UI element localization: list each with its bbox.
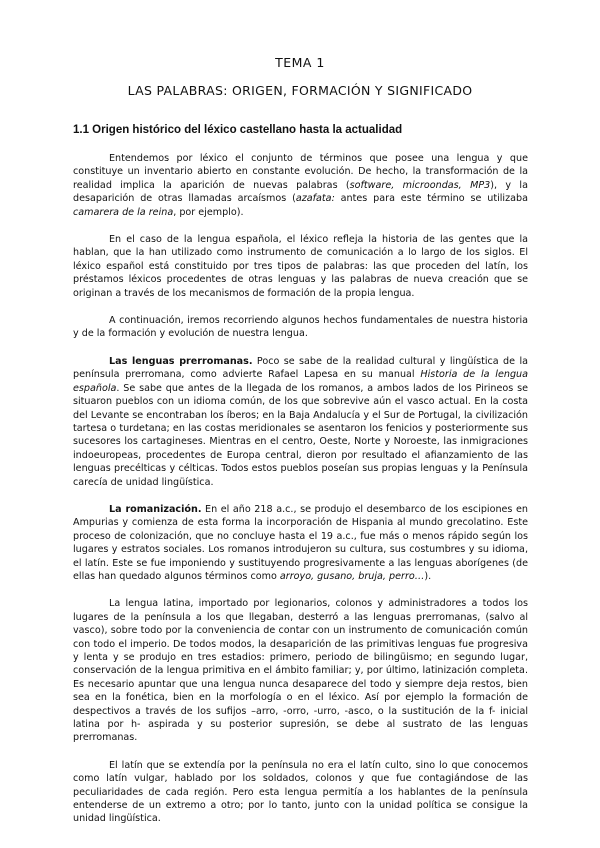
italic-term: azafata: xyxy=(295,193,335,205)
paragraph-lengua-espanola: En el caso de la lengua española, el léxico refleja la historia de las gentes que la hablan, que la han utilizado como instrumento de comunicación a lo largo de los siglos. El léxico español está constituido por tres tipos de palabras: las que proceden del latín, los préstamos léxicos procedentes de otras lenguas y las palabras de nueva creación que se originan a través de los mecanismos de formación de la propia lengua. xyxy=(73,234,528,299)
document-body xyxy=(73,152,528,840)
tema-heading: TEMA 1 xyxy=(275,55,325,70)
text-run: En el año 218 a.c., se produjo el desembarco de los escipiones en Ampurias y comienza de esta forma la incorporación de Hispania al mundo grecolatino. Este proceso de colonización, que no concluye hasta el 19 a.c., fue más o menos rápido según los lugares y estratos sociales. Los romanos introdujeron su cultura, sus costumbres y su idioma, el latín. Este se fue imponiendo y sustituyendo progresivamente a las lenguas aborígenes (de ellas han quedado algunos términos como xyxy=(73,503,528,582)
paragraph-lexico-definition xyxy=(73,152,528,219)
text-run: . Se sabe que antes de la llegada de los romanos, a ambos lados de los Pirineos se situaron pueblos con un idioma común, de los que sobrevive aún el vasco actual. En la costa del Levante se encontraban los íberos; en la Baja Andalucía y el Sur de Portugal, la civilización tartesa o turdetana; en las costas meridionales se asentaron los fenicios y posteriormente sus sucesores los cartagineses. Mientras en el centro, Oeste, Norte y Noroeste, las inmigraciones indoeuropeas, procedentes de Europa central, dieron por resultado el afianzamiento de las lenguas precélticas y célticas. Todos estos pueblos poseían sus propias lenguas y la Península carecía de unidad lingüística. xyxy=(73,382,528,488)
paragraph-lenguas-prerromanas xyxy=(73,355,528,489)
paragraph-romanizacion xyxy=(73,503,528,583)
text-run: Poco se sabe de la realidad cultural y lingüística de la península prerromana, como advierte Rafael Lapesa en su manual xyxy=(73,355,528,381)
text-run: , por ejemplo). xyxy=(173,206,244,218)
italic-book-title: Historia de la lengua española xyxy=(73,369,528,394)
text-run: Entendemos por léxico el conjunto de términos que posee una lengua y que constituye un inventario abierto en constante evolución. De hecho, la transformación de la realidad implica la aparición de nuevas palabras ( xyxy=(73,153,528,191)
paragraph-latin-vulgar: El latín que se extendía por la península no era el latín culto, sino lo que conocemos como latín vulgar, hablado por los soldados, colonos y que fue contagiándose de las peculiaridades de cada región. Pero esta lengua permitía a los hablantes de la península entenderse de un extremo a otro; por lo tanto, junto con la unidad política se consigue la unidad lingüística. xyxy=(73,759,528,825)
italic-examples: software, microondas, MP3 xyxy=(349,179,491,191)
paragraph-lengua-latina: La lengua latina, importado por legionarios, colonos y administradores a todos los lugares de la península a los que llegaban, desterró a las lenguas prerromanas, (salvo al vasco), sobre todo por la conveniencia de contar con un instrumento de comunicación común con todo el imperio. De todos modos, la desaparición de las primitivas lenguas fue progresiva y lenta y se produjo en tres estadios: primero, periodo de bilingüismo; en segundo lugar, conservación de la lengua primitiva en el ámbito familiar; y, por último, latinización completa. Es necesario apuntar que una lengua nunca desaparece del todo y siempre deja restos, bien sea en la fonética, bien en la morfología o en el léxico. Así por ejemplo la formación de despectivos a través de los sufijos –arro, -orro, -urro, -asco, o la sustitución de la f- inicial latina por h- aspirada y su posterior supresión, se debe al sustrato de las lenguas prerromanas. xyxy=(73,598,528,744)
text-run: ). xyxy=(424,570,432,582)
text-run: antes para este término se utilizaba xyxy=(334,193,528,205)
section-heading: 1.1 Origen histórico del léxico castellano hasta la actualidad xyxy=(73,124,403,136)
bold-lead: La romanización. xyxy=(109,503,202,515)
paragraph-a-continuacion: A continuación, iremos recorriendo algunos hechos fundamentales de nuestra historia y de la formación y evolución de nuestra lengua. xyxy=(73,315,528,340)
text-run: ), y la desaparición de otras llamadas arcaísmos ( xyxy=(73,179,528,205)
italic-term: camarera de la reina xyxy=(73,206,174,218)
document-title: LAS PALABRAS: ORIGEN, FORMACIÓN Y SIGNIFICADO xyxy=(127,83,473,98)
bold-lead: Las lenguas prerromanas. xyxy=(109,355,253,367)
italic-examples: arroyo, gusano, bruja, perro… xyxy=(279,570,425,582)
